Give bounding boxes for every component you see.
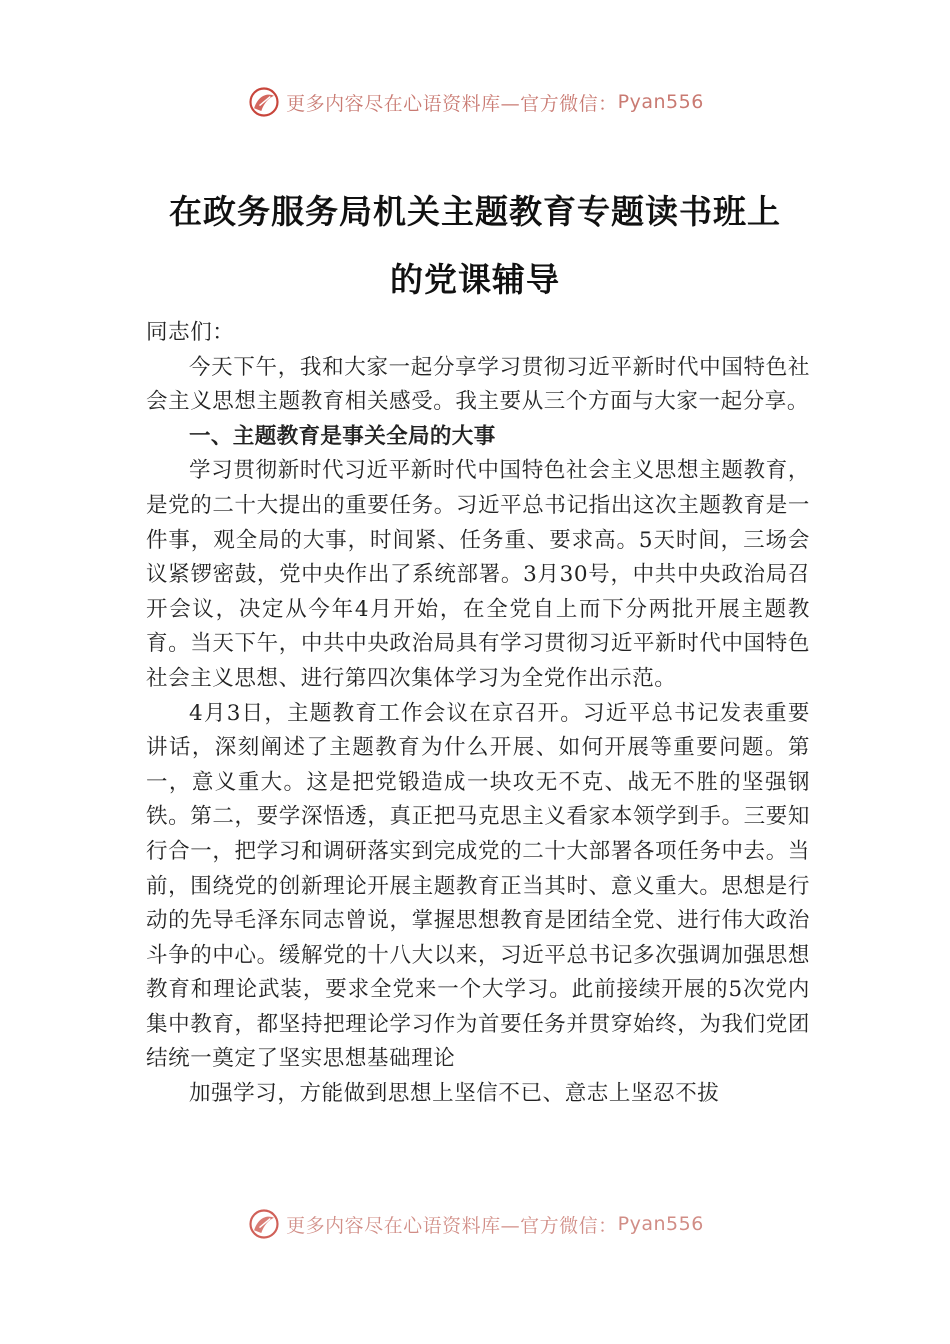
brand-logo-icon xyxy=(246,84,282,120)
document-title-line1: 在政务服务局机关主题教育专题读书班上 xyxy=(169,192,781,231)
watermark-wechat-id: Pyan556 xyxy=(617,91,704,113)
watermark-header xyxy=(0,82,950,122)
document-title-line2: 的党课辅导 xyxy=(390,260,560,299)
body-paragraph-3: 加强学习，方能做到思想上坚信不已、意志上坚忍不拔 xyxy=(189,1081,720,1107)
watermark-wechat-id: Pyan556 xyxy=(617,1213,704,1235)
salutation: 同志们： xyxy=(146,320,235,345)
body-paragraph-2: 4月3日，主题教育工作会议在京召开。习近平总书记发表重要讲话，深刻阐述了主题教育为什么开展、如何开展等重要问题。第一，意义重大。这是把党锻造成一块攻无不克、战无不胜的坚强钢铁。第二，要学深悟透，真正把马克思主义看家本领学到手。三要知行合一，把学习和调研落实到完成党的二十大部署各项任务中去。当前，围绕党的创新理论开展主题教育正当其时、意义重大。思想是行动的先导毛泽东同志曾说，掌握思想教育是团结全党、进行伟大政治斗争的中心。缓解党的十八大以来，习近平总书记多次强调加强思想教育和理论武装，要求全党来一个大学习。此前接续开展的5次党内集中教育，都坚持把理论学习作为首要任务并贯穿始终，为我们党团结统一奠定了坚实思想基础理论 xyxy=(146,700,810,1072)
watermark-text: 更多内容尽在心语资料库—官方微信： xyxy=(286,1214,618,1237)
watermark-footer xyxy=(0,1204,950,1244)
section-heading-1: 一、主题教育是事关全局的大事 xyxy=(189,423,496,449)
brand-logo-icon xyxy=(246,1206,282,1242)
body-paragraph-1: 学习贯彻新时代习近平新时代中国特色社会主义思想主题教育，是党的二十大提出的重要任务。习近平总书记指出这次主题教育是一件事，观全局的大事，时间紧、任务重、要求高。5天时间，三场会议紧锣密鼓，党中央作出了系统部署。3月30号，中共中央政治局召开会议，决定从今年4月开始，在全党自上而下分两批开展主题教育。当天下午，中共中央政治局具有学习贯彻习近平新时代中国特色社会主义思想、进行第四次集体学习为全党作出示范。 xyxy=(146,458,810,691)
intro-paragraph: 今天下午，我和大家一起分享学习贯彻习近平新时代中国特色社会主义思想主题教育相关感受。我主要从三个方面与大家一起分享。 xyxy=(146,354,810,415)
document-body xyxy=(146,316,810,1112)
watermark-text: 更多内容尽在心语资料库—官方微信： xyxy=(286,92,618,115)
